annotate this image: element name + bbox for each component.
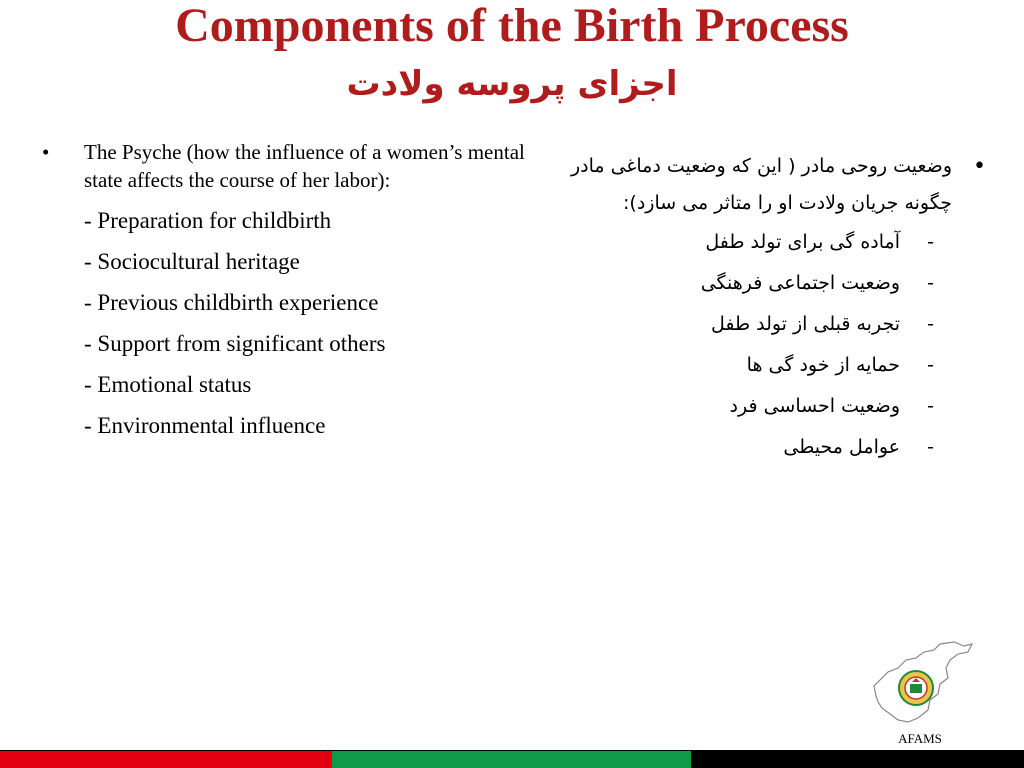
list-item: - Emotional status — [84, 372, 252, 397]
english-main-point: The Psyche (how the influence of a women’s mental state affects the course of her labor): — [84, 140, 525, 192]
dash-icon: - — [927, 272, 934, 294]
english-content — [42, 138, 562, 446]
list-item: - Preparation for childbirth — [84, 208, 332, 233]
list-item-text: تجربه قبلی از تولد طفل — [710, 313, 900, 335]
list-item — [570, 345, 986, 386]
list-item-text: عوامل محیطی — [783, 436, 900, 458]
persian-main-bullet — [570, 148, 986, 222]
dash-icon: - — [927, 354, 934, 376]
persian-main-point: وضعیت روحی مادر ( این که وضعیت دماغی مادر چگونه جریان ولادت او را متاثر می سازد): — [570, 155, 952, 214]
list-item — [570, 304, 986, 345]
flag-color-bar — [0, 750, 1024, 768]
bar-black-segment — [691, 750, 1024, 768]
list-item — [570, 386, 986, 427]
dash-icon: - — [927, 313, 934, 335]
logo-caption: AFAMS — [898, 731, 942, 746]
list-item — [570, 222, 986, 263]
persian-content — [570, 148, 986, 468]
dash-icon: - — [927, 231, 934, 253]
list-item-text: وضعیت اجتماعی فرهنگی — [700, 272, 900, 294]
bar-red-segment — [0, 750, 332, 768]
list-item-text: وضعیت احساسی فرد — [729, 395, 900, 417]
list-item: - Environmental influence — [84, 413, 326, 438]
list-item: - Sociocultural heritage — [84, 249, 300, 274]
list-item: - Support from significant others — [84, 331, 386, 356]
slide-title: Components of the Birth Process — [175, 0, 849, 52]
bullet-icon: • — [42, 140, 50, 164]
list-item — [570, 263, 986, 304]
list-item — [570, 427, 986, 468]
english-main-bullet — [42, 138, 562, 194]
bullet-icon: • — [973, 154, 986, 179]
dash-icon: - — [927, 395, 934, 417]
english-sub-list — [84, 200, 562, 446]
bar-green-segment — [332, 750, 691, 768]
afghanistan-map-emblem-icon — [868, 638, 978, 734]
list-item-text: حمایه از خود گی ها — [746, 354, 900, 376]
slide-title-persian: اجزای پروسه ولادت — [346, 64, 678, 104]
dash-icon: - — [927, 436, 934, 458]
list-item-text: آماده گی برای تولد طفل — [705, 231, 900, 253]
persian-sub-list — [570, 222, 986, 468]
list-item: - Previous childbirth experience — [84, 290, 379, 315]
